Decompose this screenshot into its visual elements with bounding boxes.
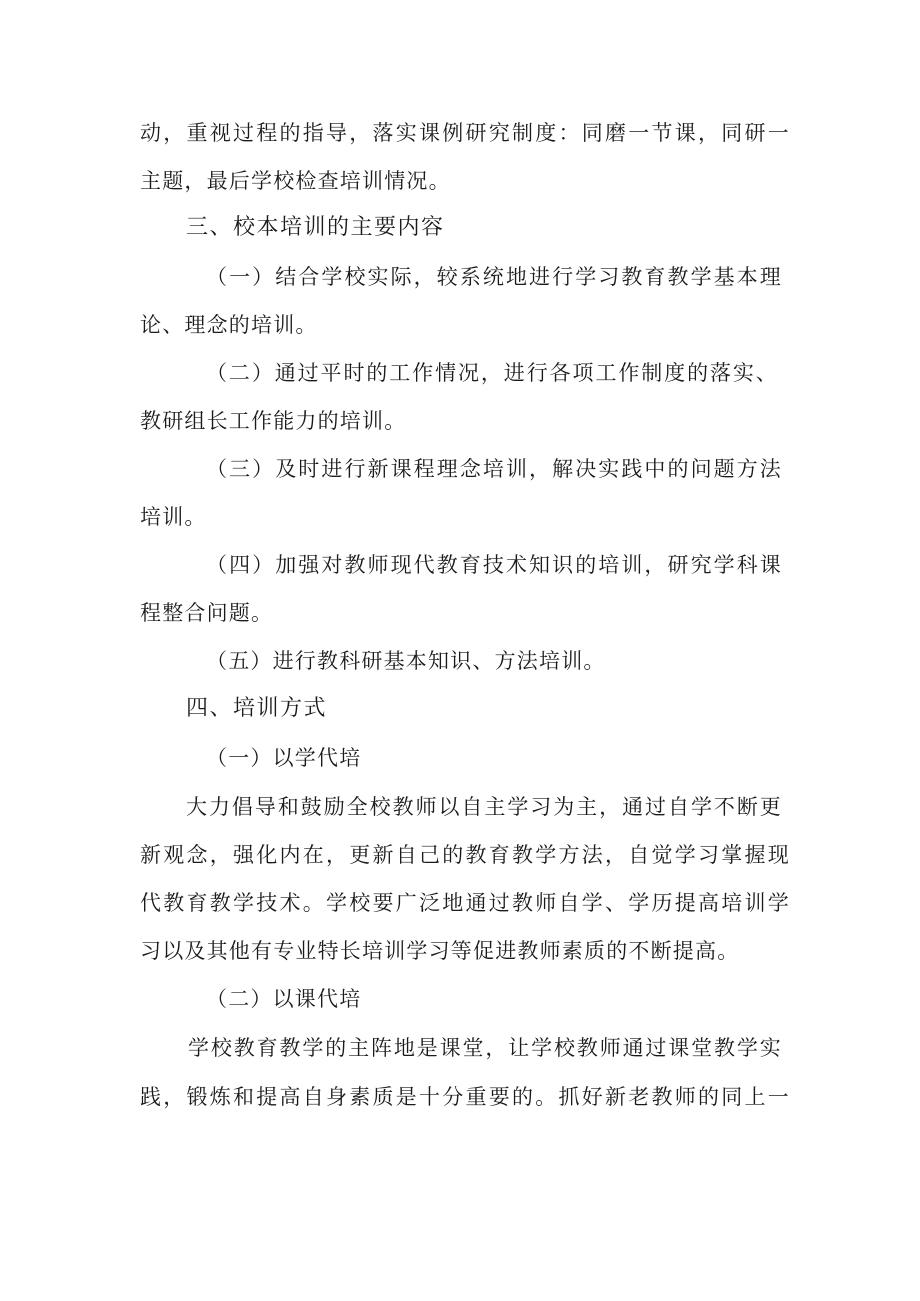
list-item-line: 程整合问题。 [140, 601, 274, 625]
list-item-line: （二）通过平时的工作情况，进行各项工作制度的落实、 [206, 361, 778, 385]
list-item-line: 论、理念的培训。 [140, 313, 318, 337]
list-item-line: 培训。 [140, 505, 207, 529]
list-item-line: （一）结合学校实际，较系统地进行学习教育教学基本理 [206, 265, 782, 289]
body-text-line: 大力倡导和鼓励全校教师以自主学习为主，通过自学不断更 [186, 795, 782, 819]
list-item-line: （三）及时进行新课程理念培训，解决实践中的问题方法 [206, 457, 782, 481]
body-text-line: 主题，最后学校检查培训情况。 [140, 169, 451, 193]
body-text-line: 践，锻炼和提高自身素质是十分重要的。抓好新老教师的同上一 [140, 1085, 790, 1109]
body-text-line: 学校教育教学的主阵地是课堂，让学校教师通过课堂教学实 [188, 1036, 782, 1060]
list-item-line: （五）进行教科研基本知识、方法培训。 [206, 649, 606, 673]
subheading: （二）以课代培 [206, 987, 362, 1011]
body-text-line: 习以及其他有专业特长培训学习等促进教师素质的不断提高。 [140, 939, 740, 963]
body-text-line: 新观念，强化内在，更新自己的教育教学方法，自觉学习掌握现 [140, 843, 790, 867]
subheading: （一）以学代培 [206, 746, 362, 770]
body-text-line: 代教育教学技术。学校要广泛地通过教师自学、学历提高培训学 [140, 891, 790, 915]
list-item-line: 教研组长工作能力的培训。 [140, 409, 407, 433]
list-item-line: （四）加强对教师现代教育技术知识的培训，研究学科课 [206, 553, 782, 577]
body-text-line: 动，重视过程的指导，落实课例研究制度：同磨一节课，同研一 [140, 121, 790, 145]
section-heading: 三、校本培训的主要内容 [186, 215, 445, 240]
section-heading: 四、培训方式 [186, 696, 328, 721]
